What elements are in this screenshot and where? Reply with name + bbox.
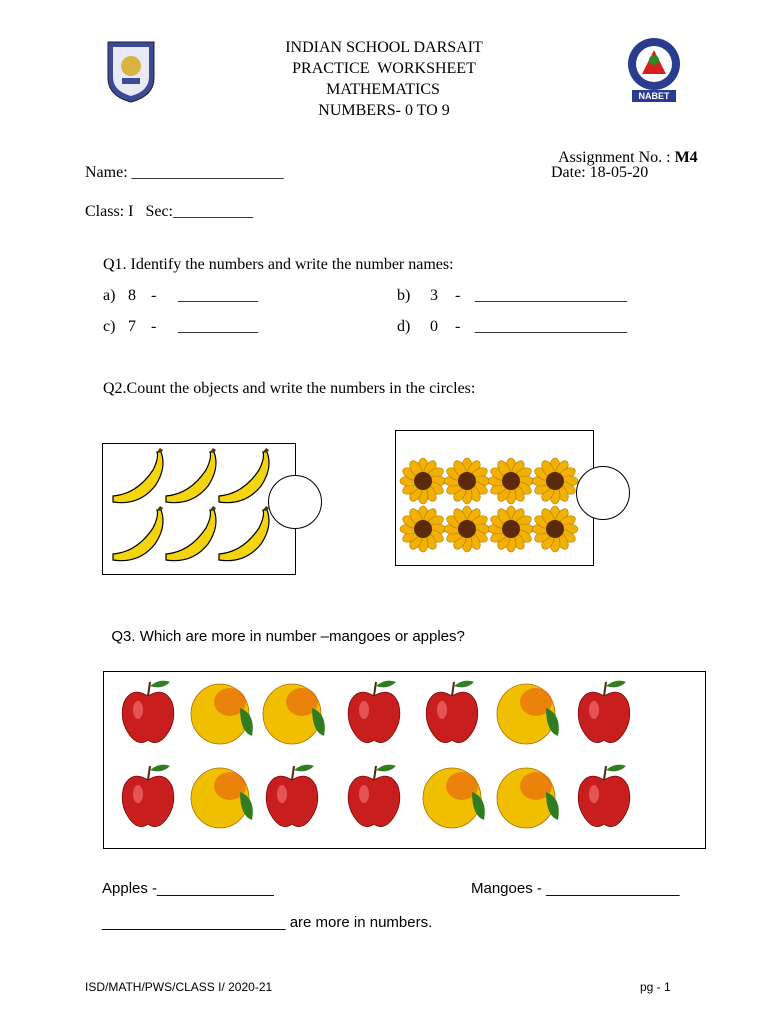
banana-image — [219, 506, 269, 561]
apple-image — [578, 765, 630, 827]
mango-image — [191, 768, 253, 828]
q1-title: Q1. Identify the numbers and write the number names: — [103, 256, 454, 273]
q1-item-letter: a) — [103, 287, 116, 304]
q1-item-d — [397, 318, 657, 338]
apple-image — [578, 681, 630, 743]
apple-image — [426, 681, 478, 743]
apple-image — [122, 681, 174, 743]
q1-item-letter: c) — [103, 318, 116, 335]
apple-image — [266, 765, 318, 827]
topic-title: NUMBERS- 0 TO 9 — [318, 102, 450, 119]
nabet-logo-text: NABET — [638, 91, 670, 101]
q1-item-dash: - — [151, 318, 157, 335]
class-section-field[interactable]: Class: I Sec:__________ — [85, 203, 253, 220]
banana-box — [102, 443, 296, 575]
q2-title: Q2.Count the objects and write the numbers in the circles: — [103, 380, 476, 397]
q1-answer-blank[interactable]: ___________________ — [475, 318, 627, 335]
q3-title — [103, 611, 465, 645]
q1-answer-blank[interactable]: __________ — [178, 318, 258, 335]
mango-image — [497, 684, 559, 744]
sunflower-image — [488, 506, 534, 552]
banana-count-answer-circle[interactable] — [268, 475, 322, 529]
subject-title: MATHEMATICS — [326, 81, 440, 98]
sunflower-image — [400, 506, 446, 552]
fruit-group — [104, 672, 705, 848]
mango-image — [263, 684, 325, 744]
banana-image — [166, 448, 216, 503]
q1-item-dash: - — [151, 287, 157, 304]
apple-image — [348, 681, 400, 743]
assignment-value: M4 — [674, 149, 698, 166]
banana-image — [219, 448, 269, 503]
q3-question: Which are more in number –mangoes or apples? — [139, 628, 465, 645]
apples-answer-field[interactable]: Apples -______________ — [102, 880, 274, 897]
sunflower-image — [488, 458, 534, 504]
q1-item-dash: - — [455, 318, 461, 335]
sunflower-box — [395, 430, 594, 566]
date-label: Date: 18-05-20 — [551, 164, 649, 181]
q3-prefix: Q3. — [111, 628, 140, 645]
mango-image — [191, 684, 253, 744]
q1-item-letter: d) — [397, 318, 411, 335]
page-number: pg - 1 — [640, 980, 671, 994]
school-name: INDIAN SCHOOL DARSAIT — [285, 39, 483, 56]
q1-item-number: 0 — [430, 318, 438, 335]
worksheet-title: PRACTICE WORKSHEET — [292, 60, 476, 77]
fruit-box — [103, 671, 706, 849]
sunflower-group — [396, 431, 593, 565]
mango-image — [497, 768, 559, 828]
sunflower-count-answer-circle[interactable] — [576, 466, 630, 520]
banana-image — [113, 448, 163, 503]
sunflower-image — [444, 458, 490, 504]
sunflower-image — [444, 506, 490, 552]
sunflower-image — [532, 458, 578, 504]
mangoes-answer-field[interactable]: Mangoes - ________________ — [471, 880, 680, 897]
footer-code: ISD/MATH/PWS/CLASS I/ 2020-21 — [85, 980, 273, 994]
q1-item-dash: - — [455, 287, 461, 304]
assignment-number — [551, 131, 698, 167]
apple-image — [122, 765, 174, 827]
q1-answer-blank[interactable]: ___________________ — [475, 287, 627, 304]
assignment-label: Assignment No. : — [558, 149, 675, 166]
name-field[interactable]: Name: ___________________ — [85, 164, 284, 181]
sunflower-image — [400, 458, 446, 504]
q1-item-number: 8 — [128, 287, 136, 304]
q1-item-c — [103, 318, 303, 338]
q1-item-b — [397, 287, 657, 307]
mango-image — [423, 768, 485, 828]
banana-image — [113, 506, 163, 561]
q1-answer-blank[interactable]: __________ — [178, 287, 258, 304]
q1-item-number: 3 — [430, 287, 438, 304]
more-in-number-field[interactable]: ______________________ are more in numbers. — [102, 914, 433, 931]
q1-item-letter: b) — [397, 287, 411, 304]
banana-group — [103, 444, 295, 574]
q1-item-a — [103, 287, 303, 307]
banana-image — [166, 506, 216, 561]
q1-item-number: 7 — [128, 318, 136, 335]
sunflower-image — [532, 506, 578, 552]
apple-image — [348, 765, 400, 827]
